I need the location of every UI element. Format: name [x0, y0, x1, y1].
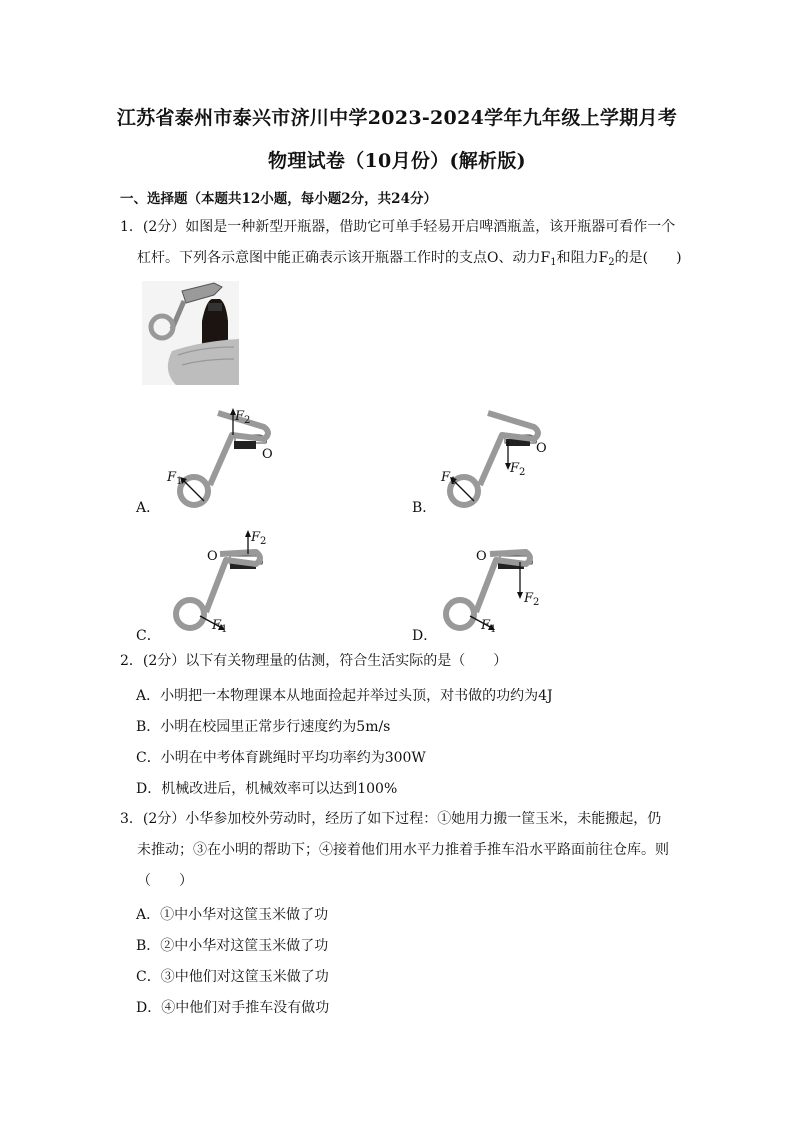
exam-title-line-1: 江苏省泰州市泰兴市济川中学2023-2024学年九年级上学期月考 [116, 107, 678, 129]
q3-stem-line-3: （ ） [137, 873, 193, 889]
q3-stem-line-1: 3．(2分）小华参加校外劳动时，经历了如下过程：①她用力搬一筐玉米，未能搬起，仍 [120, 811, 662, 827]
q1-stem-line-2: 杠杆。下列各示意图中能正确表示该开瓶器工作时的支点O、动力$F_1$和阻力$F_2$的是( ) [137, 250, 682, 268]
option-b-f1-label: $F_1$ [441, 470, 457, 487]
q3-option-d[interactable]: D．④中他们对手推车没有做功 [136, 1000, 330, 1016]
option-d-f2-label: $F_2$ [524, 591, 540, 608]
q1-option-c[interactable]: C． [136, 628, 161, 644]
q2-option-c[interactable]: C．小明在中考体育跳绳时平均功率约为300W [136, 750, 426, 766]
option-d-f1-label: $F_1$ [481, 618, 497, 635]
q1-option-b[interactable]: B． [412, 500, 437, 516]
option-b-diagram [430, 405, 550, 510]
exam-title-line-2: 物理试卷（10月份）(解析版) [268, 150, 526, 172]
q1-option-a[interactable]: A． [136, 500, 161, 516]
q1-option-d[interactable]: D． [412, 628, 438, 644]
q2-stem: 2．(2分）以下有关物理量的估测，符合生活实际的是（ ） [120, 653, 508, 669]
q3-option-a[interactable]: A．①中小华对这筐玉米做了功 [136, 907, 329, 923]
bottle-opener-photo [142, 281, 239, 385]
option-b-o-label: O [536, 441, 547, 456]
option-b-f2-label: $F_2$ [510, 461, 526, 478]
option-c-f2-label: $F_2$ [251, 530, 267, 547]
option-a-f2-label: $F_2$ [235, 409, 251, 426]
option-a-f1-label: $F_1$ [167, 470, 183, 487]
option-d-o-label: O [476, 549, 487, 564]
q2-option-d[interactable]: D．机械改进后，机械效率可以达到100% [136, 781, 398, 797]
q2-option-b[interactable]: B．小明在校园里正常步行速度约为5m/s [136, 719, 391, 735]
q2-option-a[interactable]: A．小明把一本物理课本从地面捡起并举过头顶，对书做的功约为4J [136, 688, 553, 704]
section-heading: 一、选择题（本题共12小题，每小题2分，共24分） [120, 191, 437, 207]
q3-option-b[interactable]: B．②中小华对这筐玉米做了功 [136, 938, 329, 954]
option-a-o-label: O [262, 447, 273, 462]
q3-stem-line-2: 未推动；③在小明的帮助下；④接着他们用水平力推着手推车沿水平路面前往仓库。则 [137, 842, 669, 858]
option-c-f1-label: $F_1$ [212, 618, 228, 635]
q3-option-c[interactable]: C．③中他们对这筐玉米做了功 [136, 969, 329, 985]
option-c-o-label: O [207, 549, 218, 564]
q1-stem-line-1: 1．(2分）如图是一种新型开瓶器，借助它可单手轻易开启啤酒瓶盖，该开瓶器可看作一个 [120, 219, 676, 235]
